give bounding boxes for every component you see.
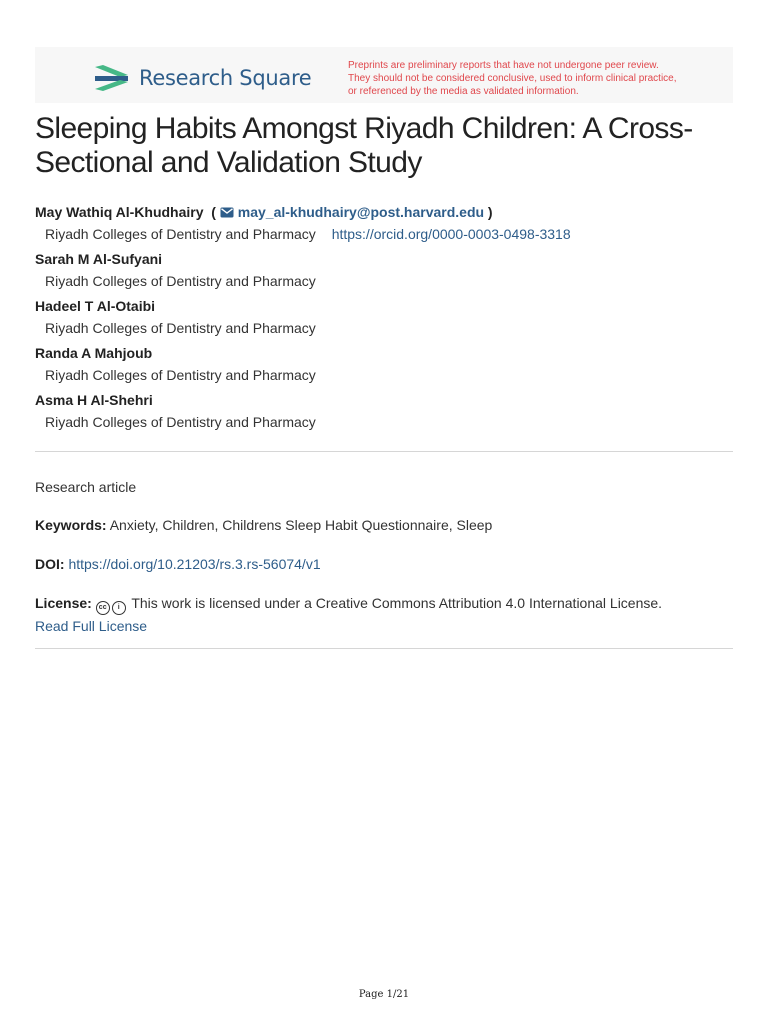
brand-name: Research Square <box>139 66 312 90</box>
section-divider <box>35 451 733 452</box>
research-square-logo-icon <box>93 63 131 93</box>
paper-title: Sleeping Habits Amongst Riyadh Children: A Cross-Sectional and Validation Study <box>35 112 693 179</box>
keywords-row <box>35 514 735 536</box>
author-name: Asma H Al-Shehri <box>35 392 153 408</box>
disclaimer-line: Preprints are preliminary reports that have not undergone peer review. <box>348 60 659 71</box>
keywords-label: Keywords: <box>35 517 107 533</box>
author-list <box>35 202 735 437</box>
envelope-icon <box>220 207 234 218</box>
author-email-link[interactable]: may_al-khudhairy@post.harvard.edu <box>237 204 485 220</box>
read-full-license-link[interactable]: Read Full License <box>35 618 148 634</box>
author-name <box>35 202 735 223</box>
doi-link[interactable]: https://doi.org/10.21203/rs.3.rs-56074/v1 <box>68 556 321 572</box>
cc-icon: cc <box>96 601 110 615</box>
keywords-value: Anxiety, Children, Childrens Sleep Habit Questionnaire, Sleep <box>109 517 493 533</box>
affiliation-text: Riyadh Colleges of Dentistry and Pharmacy <box>45 226 316 242</box>
preprint-disclaimer <box>348 59 728 98</box>
disclaimer-line: or referenced by the media as validated information. <box>348 86 579 97</box>
page-number: Page 1/21 <box>358 989 410 1000</box>
author-affiliation: Riyadh Colleges of Dentistry and Pharmacy <box>45 320 316 336</box>
author-affiliation <box>35 223 735 249</box>
section-divider <box>35 648 733 649</box>
author-name-text: May Wathiq Al-Khudhairy <box>35 204 204 220</box>
license-row <box>35 592 735 637</box>
author-affiliation: Riyadh Colleges of Dentistry and Pharmacy <box>45 273 316 289</box>
by-icon: i <box>112 601 126 615</box>
email-link-wrapper: ( may_al-khudhairy@post.harvard.edu ) <box>207 204 493 220</box>
author-affiliation: Riyadh Colleges of Dentistry and Pharmacy <box>45 414 316 430</box>
author-name: Hadeel T Al-Otaibi <box>35 298 156 314</box>
author-name: Sarah M Al-Sufyani <box>35 251 163 267</box>
research-square-logo[interactable] <box>93 63 311 93</box>
article-type: Research article <box>35 479 137 495</box>
doi-row <box>35 553 735 575</box>
author-name: Randa A Mahjoub <box>35 345 153 361</box>
license-text: This work is licensed under a Creative Commons Attribution 4.0 International License. <box>131 595 663 611</box>
orcid-link[interactable]: https://orcid.org/0000-0003-0498-3318 <box>331 226 571 242</box>
license-label: License: <box>35 595 92 611</box>
doi-label: DOI: <box>35 556 65 572</box>
disclaimer-line: They should not be considered conclusive, used to inform clinical practice, <box>348 73 677 84</box>
author-affiliation: Riyadh Colleges of Dentistry and Pharmacy <box>45 367 316 383</box>
